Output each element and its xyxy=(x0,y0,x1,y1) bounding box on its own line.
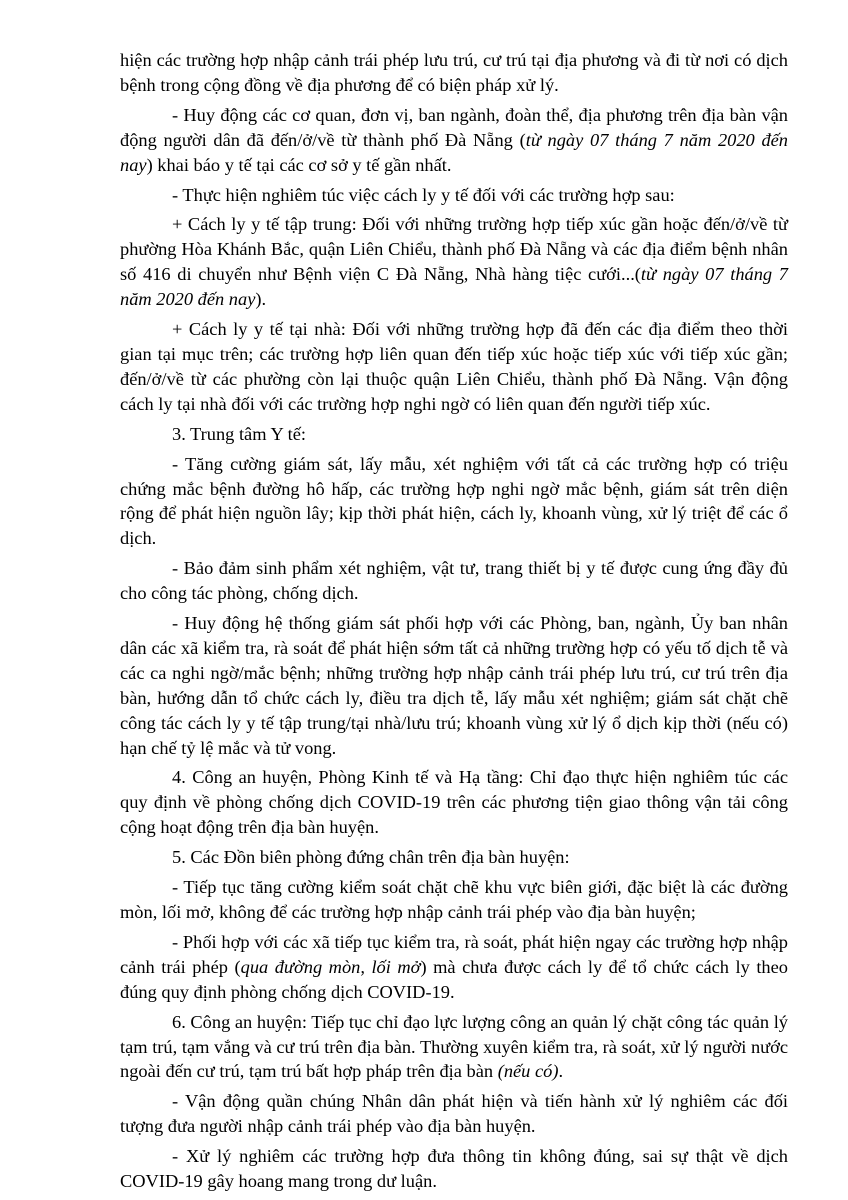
text-segment: - Vận động quần chúng Nhân dân phát hiện và tiến hành xử lý nghiêm các đối tượng đưa người nhập cảnh trái phép vào địa bàn huyện. xyxy=(120,1091,788,1137)
italic-text: (nếu có) xyxy=(497,1061,559,1082)
text-segment: 3. Trung tâm Y tế: xyxy=(172,423,307,444)
text-segment: - Huy động các cơ quan, đơn vị, ban ngành, đoàn thể, địa phương trên địa bàn vận động người dân đã đến/ở/về từ thành phố Đà Nẵng ( xyxy=(120,104,788,150)
paragraph xyxy=(120,317,788,417)
text-segment: 4. Công an huyện, Phòng Kinh tế và Hạ tầng: Chỉ đạo thực hiện nghiêm túc các quy định về phòng chống dịch COVID-19 trên các phương tiện giao thông vận tải công cộng hoạt động trên địa bàn huyện. xyxy=(120,767,788,838)
text-segment: - Tăng cường giám sát, lấy mẫu, xét nghiệm với tất cả các trường hợp có triệu chứng mắc bệnh đường hô hấp, các trường hợp nghi ngờ mắc bệnh, giám sát trên diện rộng để phát hiện nguồn lây; kịp thời phát hiện, cách ly, khoanh vùng, xử lý triệt để các ổ dịch. xyxy=(120,453,788,549)
document-page xyxy=(120,48,788,1199)
text-segment: 5. Các Đồn biên phòng đứng chân trên địa bàn huyện: xyxy=(172,847,570,868)
text-segment: + Cách ly y tế tập trung: Đối với những trường hợp tiếp xúc gần hoặc đến/ở/về từ phường Hòa Khánh Bắc, quận Liên Chiểu, thành phố Đà Nẵng và các địa điểm bệnh nhân số 416 di chuyển như Bệnh viện C Đà Nẵng, Nhà hàng tiệc cưới...( xyxy=(120,214,788,285)
paragraph xyxy=(120,48,788,98)
text-segment: 6. Công an huyện: Tiếp tục chỉ đạo lực lượng công an quản lý chặt công tác quản lý tạm trú, tạm vắng và cư trú trên địa bàn. Thường xuyên kiểm tra, rà soát, xử lý người nước ngoài đến cư trú, tạm trú bất hợp pháp trên địa bàn xyxy=(120,1011,788,1082)
text-segment: ) khai báo y tế tại các cơ sở y tế gần nhất. xyxy=(146,154,452,175)
text-segment: - Bảo đảm sinh phẩm xét nghiệm, vật tư, trang thiết bị y tế được cung ứng đầy đủ cho công tác phòng, chống dịch. xyxy=(120,558,788,604)
paragraph xyxy=(120,875,788,925)
paragraph xyxy=(120,845,788,870)
paragraph xyxy=(120,1144,788,1194)
paragraph xyxy=(120,1010,788,1085)
text-segment: - Thực hiện nghiêm túc việc cách ly y tế đối với các trường hợp sau: xyxy=(172,184,675,205)
paragraph xyxy=(120,452,788,552)
paragraph xyxy=(120,103,788,178)
italic-text: qua đường mòn, lối mở xyxy=(240,956,421,977)
paragraph xyxy=(120,422,788,447)
italic-text: từ ngày 07 tháng 7 năm 2020 đến nay xyxy=(120,264,788,310)
paragraph xyxy=(120,765,788,840)
paragraph xyxy=(120,930,788,1005)
text-segment: - Phối hợp với các xã tiếp tục kiểm tra, rà soát, phát hiện ngay các trường hợp nhập cảnh trái phép ( xyxy=(120,931,788,977)
text-segment: ) mà chưa được cách ly để tổ chức cách ly theo đúng quy định phòng chống dịch COVID-19. xyxy=(120,956,788,1002)
text-segment: - Tiếp tục tăng cường kiểm soát chặt chẽ khu vực biên giới, đặc biệt là các đường mòn, lối mở, không để các trường hợp nhập cảnh trái phép vào địa bàn huyện; xyxy=(120,877,788,922)
italic-text: từ ngày 07 tháng 7 năm 2020 đến nay xyxy=(120,129,788,175)
paragraph xyxy=(120,611,788,760)
paragraph xyxy=(120,183,788,208)
paragraph xyxy=(120,212,788,312)
text-segment: . xyxy=(558,1061,564,1082)
text-segment: hiện các trường hợp nhập cảnh trái phép lưu trú, cư trú tại địa phương và đi từ nơi có dịch bệnh trong cộng đồng về địa phương để có biện pháp xử lý. xyxy=(120,50,788,95)
text-segment: - Huy động hệ thống giám sát phối hợp với các Phòng, ban, ngành, Ủy ban nhân dân các xã kiểm tra, rà soát để phát hiện sớm tất cả những trường hợp có yếu tố dịch tễ và các ca nghi ngờ/mắc bệnh; những trường hợp nhập cảnh trái phép lưu trú, cư trú trên địa bàn, hướng dẫn tổ chức cách ly, điều tra dịch tễ, lấy mẫu xét nghiệm; giám sát chặt chẽ công tác cách ly y tế tập trung/tại nhà/lưu trú; khoanh vùng xử lý ổ dịch kịp thời (nếu có) hạn chế tỷ lệ mắc và tử vong. xyxy=(120,613,788,758)
paragraph xyxy=(120,556,788,606)
text-segment: - Xử lý nghiêm các trường hợp đưa thông tin không đúng, sai sự thật về dịch COVID-19 gây hoang mang trong dư luận. xyxy=(120,1146,788,1192)
text-segment: ). xyxy=(255,289,267,310)
text-segment: + Cách ly y tế tại nhà: Đối với những trường hợp đã đến các địa điểm theo thời gian tại mục trên; các trường hợp liên quan đến tiếp xúc hoặc tiếp xúc với tiếp xúc gần; đến/ở/về từ các phường còn lại thuộc quận Liên Chiểu, thành phố Đà Nẵng. Vận động cách ly tại nhà đối với các trường hợp nghi ngờ có liên quan đến người tiếp xúc. xyxy=(120,319,788,414)
paragraph xyxy=(120,1089,788,1139)
